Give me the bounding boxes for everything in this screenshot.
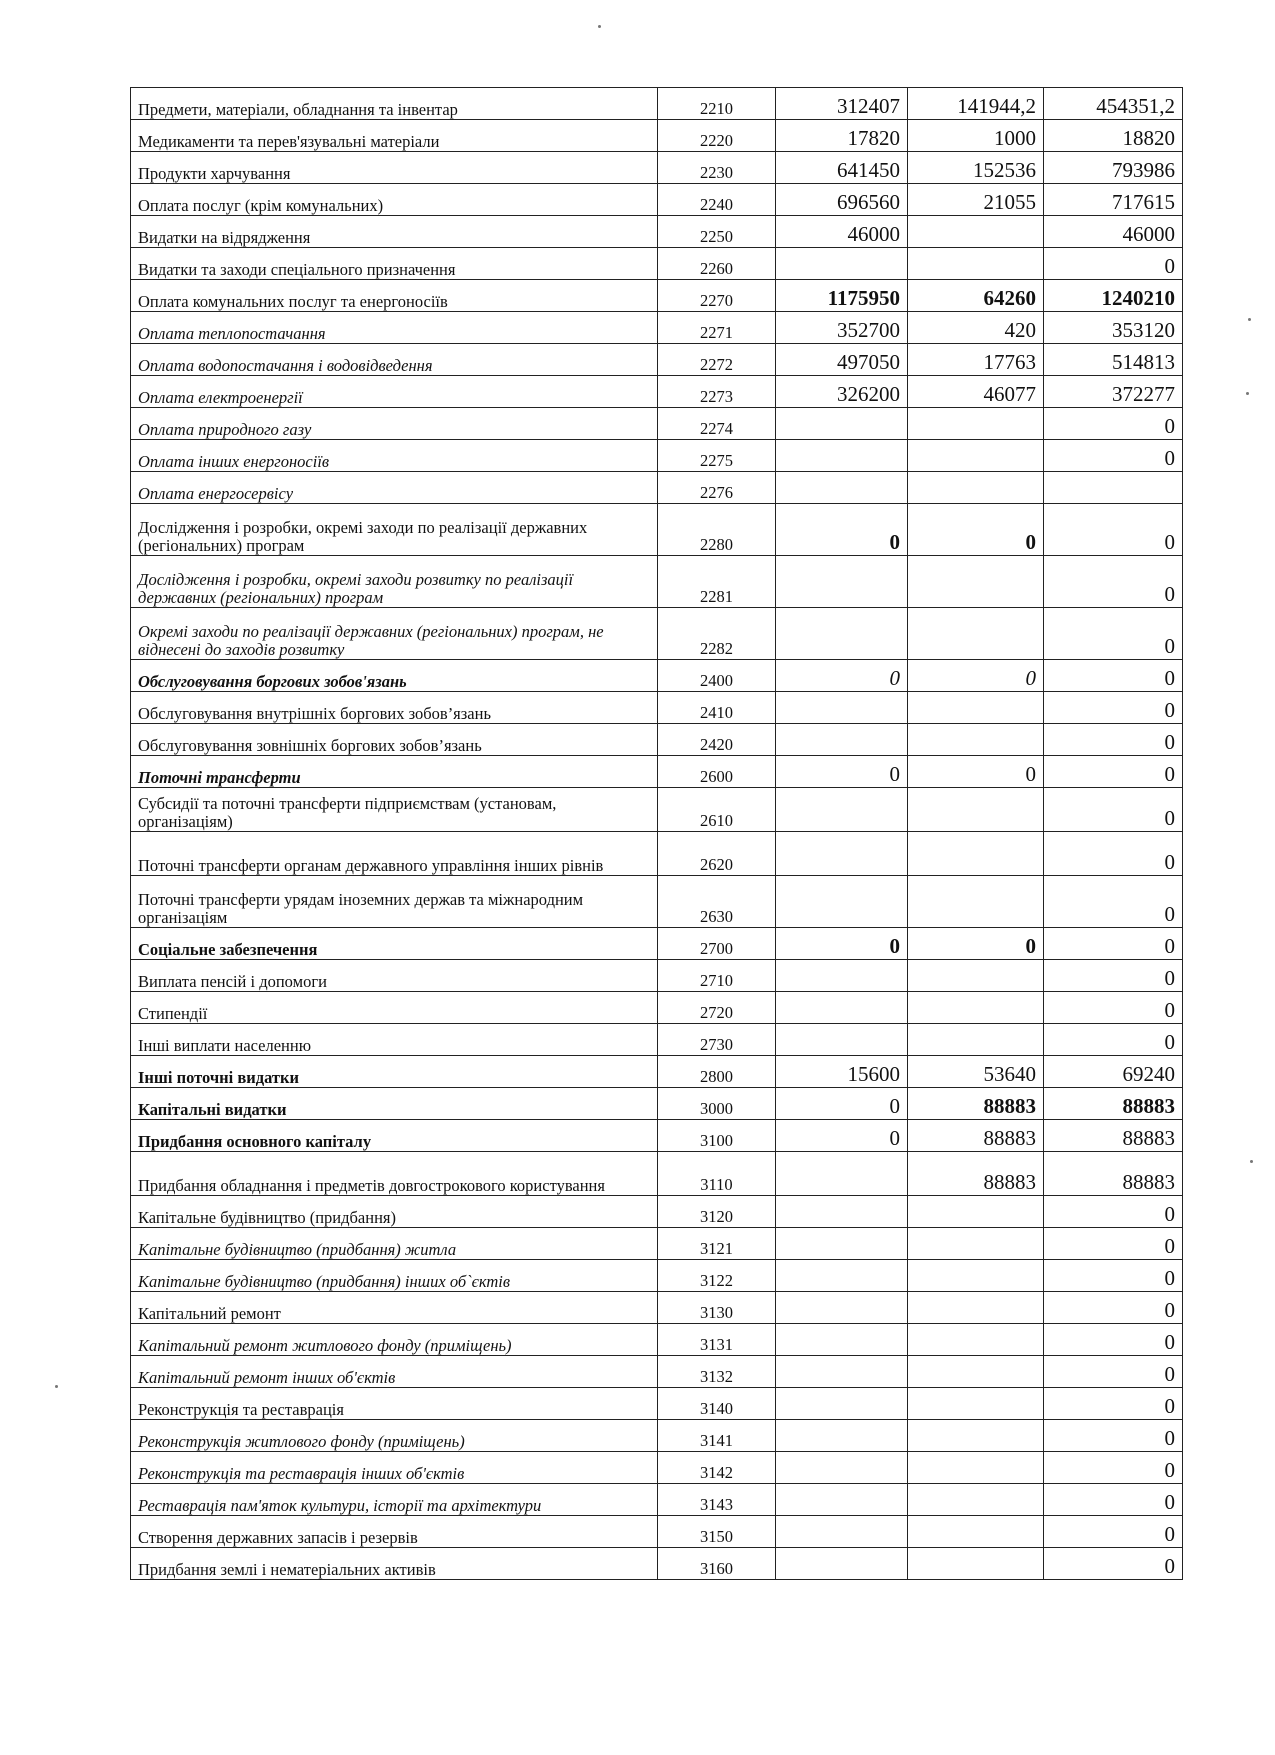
special-fund-value: 152536 (908, 152, 1044, 184)
table-row (131, 88, 1183, 120)
kekv-code: 2240 (658, 184, 776, 216)
special-fund-value (908, 1260, 1044, 1292)
general-fund-value: 0 (776, 928, 908, 960)
general-fund-value (776, 876, 908, 928)
special-fund-value (908, 472, 1044, 504)
table-row (131, 1292, 1183, 1324)
table-row (131, 724, 1183, 756)
total-value: 88883 (1044, 1152, 1183, 1196)
kekv-code: 3143 (658, 1484, 776, 1516)
special-fund-value (908, 556, 1044, 608)
expense-name: Оплата комунальних послуг та енергоносіїв (131, 280, 658, 312)
kekv-code: 2210 (658, 88, 776, 120)
table-row (131, 120, 1183, 152)
special-fund-value (908, 960, 1044, 992)
total-value: 18820 (1044, 120, 1183, 152)
expense-name: Капітальне будівництво (придбання) (131, 1196, 658, 1228)
table-row (131, 376, 1183, 408)
special-fund-value (908, 832, 1044, 876)
general-fund-value (776, 1516, 908, 1548)
special-fund-value (908, 1292, 1044, 1324)
special-fund-value: 420 (908, 312, 1044, 344)
total-value (1044, 472, 1183, 504)
table-row (131, 788, 1183, 832)
expense-name: Дослідження і розробки, окремі заходи по реалізації державних (регіональних) програм (131, 504, 658, 556)
general-fund-value: 46000 (776, 216, 908, 248)
total-value: 0 (1044, 1356, 1183, 1388)
table-row (131, 960, 1183, 992)
total-value: 46000 (1044, 216, 1183, 248)
total-value: 0 (1044, 1024, 1183, 1056)
table-row (131, 1024, 1183, 1056)
expense-name: Капітальне будівництво (придбання) інших об`єктів (131, 1260, 658, 1292)
expense-name: Реконструкція та реставрація (131, 1388, 658, 1420)
general-fund-value: 0 (776, 660, 908, 692)
kekv-code: 2271 (658, 312, 776, 344)
table-row (131, 756, 1183, 788)
expenditure-table-body (131, 88, 1183, 1580)
kekv-code: 2276 (658, 472, 776, 504)
total-value: 0 (1044, 1484, 1183, 1516)
kekv-code: 2600 (658, 756, 776, 788)
total-value: 0 (1044, 832, 1183, 876)
total-value: 0 (1044, 724, 1183, 756)
kekv-code: 3141 (658, 1420, 776, 1452)
total-value: 0 (1044, 1228, 1183, 1260)
kekv-code: 2700 (658, 928, 776, 960)
scan-speck (55, 1385, 58, 1388)
special-fund-value (908, 1324, 1044, 1356)
scan-speck (598, 25, 601, 28)
table-row (131, 1120, 1183, 1152)
special-fund-value (908, 440, 1044, 472)
general-fund-value (776, 1452, 908, 1484)
total-value: 353120 (1044, 312, 1183, 344)
kekv-code: 2620 (658, 832, 776, 876)
special-fund-value (908, 1516, 1044, 1548)
kekv-code: 2272 (658, 344, 776, 376)
special-fund-value (908, 724, 1044, 756)
kekv-code: 2710 (658, 960, 776, 992)
special-fund-value (908, 1452, 1044, 1484)
general-fund-value: 15600 (776, 1056, 908, 1088)
total-value: 1240210 (1044, 280, 1183, 312)
kekv-code: 2270 (658, 280, 776, 312)
total-value: 0 (1044, 1388, 1183, 1420)
table-row (131, 1260, 1183, 1292)
total-value: 0 (1044, 788, 1183, 832)
expense-name: Реставрація пам'яток культури, історії та архітектури (131, 1484, 658, 1516)
expense-name: Стипендії (131, 992, 658, 1024)
expense-name: Реконструкція житлового фонду (приміщень) (131, 1420, 658, 1452)
expense-name: Створення державних запасів і резервів (131, 1516, 658, 1548)
kekv-code: 3132 (658, 1356, 776, 1388)
scan-speck (1246, 392, 1249, 395)
kekv-code: 2220 (658, 120, 776, 152)
expense-name: Обслуговування боргових зобов'язань (131, 660, 658, 692)
total-value: 0 (1044, 1516, 1183, 1548)
special-fund-value: 0 (908, 660, 1044, 692)
table-row (131, 216, 1183, 248)
expense-name: Видатки та заходи спеціального призначення (131, 248, 658, 280)
expense-name: Оплата послуг (крім комунальних) (131, 184, 658, 216)
general-fund-value: 326200 (776, 376, 908, 408)
general-fund-value (776, 440, 908, 472)
special-fund-value: 0 (908, 928, 1044, 960)
scan-speck (1248, 318, 1251, 321)
expenditure-table (130, 87, 1183, 1580)
table-row (131, 992, 1183, 1024)
total-value: 0 (1044, 1420, 1183, 1452)
general-fund-value (776, 1196, 908, 1228)
total-value: 0 (1044, 440, 1183, 472)
general-fund-value: 696560 (776, 184, 908, 216)
table-row (131, 280, 1183, 312)
total-value: 0 (1044, 660, 1183, 692)
general-fund-value: 0 (776, 504, 908, 556)
total-value: 0 (1044, 1260, 1183, 1292)
table-row (131, 440, 1183, 472)
expense-name: Реконструкція та реставрація інших об'єктів (131, 1452, 658, 1484)
total-value: 0 (1044, 608, 1183, 660)
kekv-code: 2720 (658, 992, 776, 1024)
table-row (131, 1356, 1183, 1388)
special-fund-value: 64260 (908, 280, 1044, 312)
special-fund-value (908, 216, 1044, 248)
total-value: 0 (1044, 876, 1183, 928)
total-value: 0 (1044, 960, 1183, 992)
kekv-code: 2610 (658, 788, 776, 832)
general-fund-value (776, 248, 908, 280)
table-row (131, 1324, 1183, 1356)
special-fund-value: 0 (908, 756, 1044, 788)
general-fund-value: 0 (776, 1120, 908, 1152)
total-value: 514813 (1044, 344, 1183, 376)
expense-name: Придбання землі і нематеріальних активів (131, 1548, 658, 1580)
total-value: 0 (1044, 1324, 1183, 1356)
special-fund-value (908, 992, 1044, 1024)
total-value: 0 (1044, 1452, 1183, 1484)
expense-name: Інші поточні видатки (131, 1056, 658, 1088)
kekv-code: 3122 (658, 1260, 776, 1292)
expense-name: Субсидії та поточні трансферти підприємствам (установам, організаціям) (131, 788, 658, 832)
general-fund-value (776, 1356, 908, 1388)
expense-name: Оплата електроенергії (131, 376, 658, 408)
table-row (131, 408, 1183, 440)
general-fund-value: 641450 (776, 152, 908, 184)
table-row (131, 1548, 1183, 1580)
special-fund-value: 88883 (908, 1120, 1044, 1152)
kekv-code: 2260 (658, 248, 776, 280)
total-value: 0 (1044, 1292, 1183, 1324)
total-value: 0 (1044, 504, 1183, 556)
expense-name: Оплата водопостачання і водовідведення (131, 344, 658, 376)
special-fund-value (908, 692, 1044, 724)
table-row (131, 928, 1183, 960)
kekv-code: 2730 (658, 1024, 776, 1056)
kekv-code: 2250 (658, 216, 776, 248)
special-fund-value: 88883 (908, 1088, 1044, 1120)
total-value: 0 (1044, 992, 1183, 1024)
special-fund-value (908, 788, 1044, 832)
general-fund-value (776, 788, 908, 832)
expense-name: Предмети, матеріали, обладнання та інвентар (131, 88, 658, 120)
total-value: 793986 (1044, 152, 1183, 184)
kekv-code: 3160 (658, 1548, 776, 1580)
kekv-code: 2400 (658, 660, 776, 692)
expense-name: Поточні трансферти урядам іноземних держав та міжнародним організаціям (131, 876, 658, 928)
general-fund-value (776, 1484, 908, 1516)
general-fund-value (776, 1324, 908, 1356)
special-fund-value (908, 1548, 1044, 1580)
special-fund-value: 141944,2 (908, 88, 1044, 120)
special-fund-value (908, 1484, 1044, 1516)
table-row (131, 832, 1183, 876)
general-fund-value (776, 472, 908, 504)
total-value: 0 (1044, 248, 1183, 280)
kekv-code: 3140 (658, 1388, 776, 1420)
special-fund-value: 21055 (908, 184, 1044, 216)
special-fund-value (908, 1196, 1044, 1228)
expense-name: Поточні трансферти (131, 756, 658, 788)
kekv-code: 2230 (658, 152, 776, 184)
special-fund-value (908, 1356, 1044, 1388)
table-row (131, 248, 1183, 280)
general-fund-value (776, 556, 908, 608)
general-fund-value (776, 1152, 908, 1196)
expense-name: Окремі заходи по реалізації державних (регіональних) програм, не віднесені до заходів розвитку (131, 608, 658, 660)
expense-name: Придбання обладнання і предметів довгострокового користування (131, 1152, 658, 1196)
total-value: 88883 (1044, 1120, 1183, 1152)
table-row (131, 1452, 1183, 1484)
expense-name: Капітальне будівництво (придбання) житла (131, 1228, 658, 1260)
special-fund-value (908, 608, 1044, 660)
special-fund-value (908, 1420, 1044, 1452)
general-fund-value: 497050 (776, 344, 908, 376)
expense-name: Видатки на відрядження (131, 216, 658, 248)
kekv-code: 3130 (658, 1292, 776, 1324)
special-fund-value (908, 876, 1044, 928)
general-fund-value: 352700 (776, 312, 908, 344)
table-row (131, 184, 1183, 216)
expense-name: Оплата енергосервісу (131, 472, 658, 504)
table-row (131, 556, 1183, 608)
table-row (131, 312, 1183, 344)
total-value: 69240 (1044, 1056, 1183, 1088)
expense-name: Дослідження і розробки, окремі заходи розвитку по реалізації державних (регіональних) програм (131, 556, 658, 608)
total-value: 372277 (1044, 376, 1183, 408)
general-fund-value: 0 (776, 1088, 908, 1120)
special-fund-value: 88883 (908, 1152, 1044, 1196)
table-row (131, 472, 1183, 504)
kekv-code: 3131 (658, 1324, 776, 1356)
general-fund-value (776, 992, 908, 1024)
kekv-code: 2275 (658, 440, 776, 472)
total-value: 0 (1044, 756, 1183, 788)
kekv-code: 3150 (658, 1516, 776, 1548)
table-row (131, 876, 1183, 928)
kekv-code: 2410 (658, 692, 776, 724)
general-fund-value: 17820 (776, 120, 908, 152)
table-row (131, 1388, 1183, 1420)
kekv-code: 2280 (658, 504, 776, 556)
expense-name: Оплата теплопостачання (131, 312, 658, 344)
expense-name: Оплата природного газу (131, 408, 658, 440)
expense-name: Придбання основного капіталу (131, 1120, 658, 1152)
scan-speck (1250, 1160, 1253, 1163)
general-fund-value (776, 1548, 908, 1580)
table-row (131, 692, 1183, 724)
table-row (131, 504, 1183, 556)
expense-name: Оплата інших енергоносіїв (131, 440, 658, 472)
expense-name: Капітальний ремонт (131, 1292, 658, 1324)
kekv-code: 3110 (658, 1152, 776, 1196)
table-row (131, 1088, 1183, 1120)
special-fund-value (908, 1388, 1044, 1420)
special-fund-value: 46077 (908, 376, 1044, 408)
expense-name: Соціальне забезпечення (131, 928, 658, 960)
total-value: 717615 (1044, 184, 1183, 216)
general-fund-value (776, 832, 908, 876)
general-fund-value (776, 1420, 908, 1452)
total-value: 0 (1044, 692, 1183, 724)
total-value: 0 (1044, 928, 1183, 960)
general-fund-value (776, 1292, 908, 1324)
expense-name: Обслуговування внутрішніх боргових зобов’язань (131, 692, 658, 724)
special-fund-value (908, 1228, 1044, 1260)
table-row (131, 1484, 1183, 1516)
expense-name: Інші виплати населенню (131, 1024, 658, 1056)
table-row (131, 1056, 1183, 1088)
special-fund-value (908, 408, 1044, 440)
kekv-code: 2281 (658, 556, 776, 608)
kekv-code: 2274 (658, 408, 776, 440)
special-fund-value: 0 (908, 504, 1044, 556)
kekv-code: 3000 (658, 1088, 776, 1120)
kekv-code: 2800 (658, 1056, 776, 1088)
total-value: 0 (1044, 556, 1183, 608)
kekv-code: 2282 (658, 608, 776, 660)
table-row (131, 608, 1183, 660)
table-row (131, 1152, 1183, 1196)
kekv-code: 2420 (658, 724, 776, 756)
table-row (131, 1516, 1183, 1548)
expense-name: Поточні трансферти органам державного управління інших рівнів (131, 832, 658, 876)
general-fund-value: 1175950 (776, 280, 908, 312)
general-fund-value (776, 608, 908, 660)
table-row (131, 344, 1183, 376)
expense-name: Капітальний ремонт інших об'єктів (131, 1356, 658, 1388)
special-fund-value (908, 1024, 1044, 1056)
total-value: 0 (1044, 1548, 1183, 1580)
general-fund-value (776, 724, 908, 756)
table-row (131, 1228, 1183, 1260)
expense-name: Продукти харчування (131, 152, 658, 184)
general-fund-value (776, 692, 908, 724)
kekv-code: 3142 (658, 1452, 776, 1484)
general-fund-value (776, 1260, 908, 1292)
special-fund-value: 17763 (908, 344, 1044, 376)
kekv-code: 2630 (658, 876, 776, 928)
special-fund-value: 1000 (908, 120, 1044, 152)
total-value: 454351,2 (1044, 88, 1183, 120)
special-fund-value: 53640 (908, 1056, 1044, 1088)
general-fund-value: 312407 (776, 88, 908, 120)
general-fund-value: 0 (776, 756, 908, 788)
general-fund-value (776, 1388, 908, 1420)
kekv-code: 3100 (658, 1120, 776, 1152)
kekv-code: 2273 (658, 376, 776, 408)
general-fund-value (776, 1228, 908, 1260)
table-row (131, 1420, 1183, 1452)
general-fund-value (776, 960, 908, 992)
general-fund-value (776, 408, 908, 440)
expense-name: Виплата пенсій і допомоги (131, 960, 658, 992)
general-fund-value (776, 1024, 908, 1056)
expense-name: Капітальний ремонт житлового фонду (приміщень) (131, 1324, 658, 1356)
table-row (131, 152, 1183, 184)
expense-name: Капітальні видатки (131, 1088, 658, 1120)
kekv-code: 3121 (658, 1228, 776, 1260)
kekv-code: 3120 (658, 1196, 776, 1228)
total-value: 88883 (1044, 1088, 1183, 1120)
expense-name: Медикаменти та перев'язувальні матеріали (131, 120, 658, 152)
special-fund-value (908, 248, 1044, 280)
table-row (131, 1196, 1183, 1228)
table-row (131, 660, 1183, 692)
total-value: 0 (1044, 1196, 1183, 1228)
expense-name: Обслуговування зовнішніх боргових зобов’язань (131, 724, 658, 756)
total-value: 0 (1044, 408, 1183, 440)
